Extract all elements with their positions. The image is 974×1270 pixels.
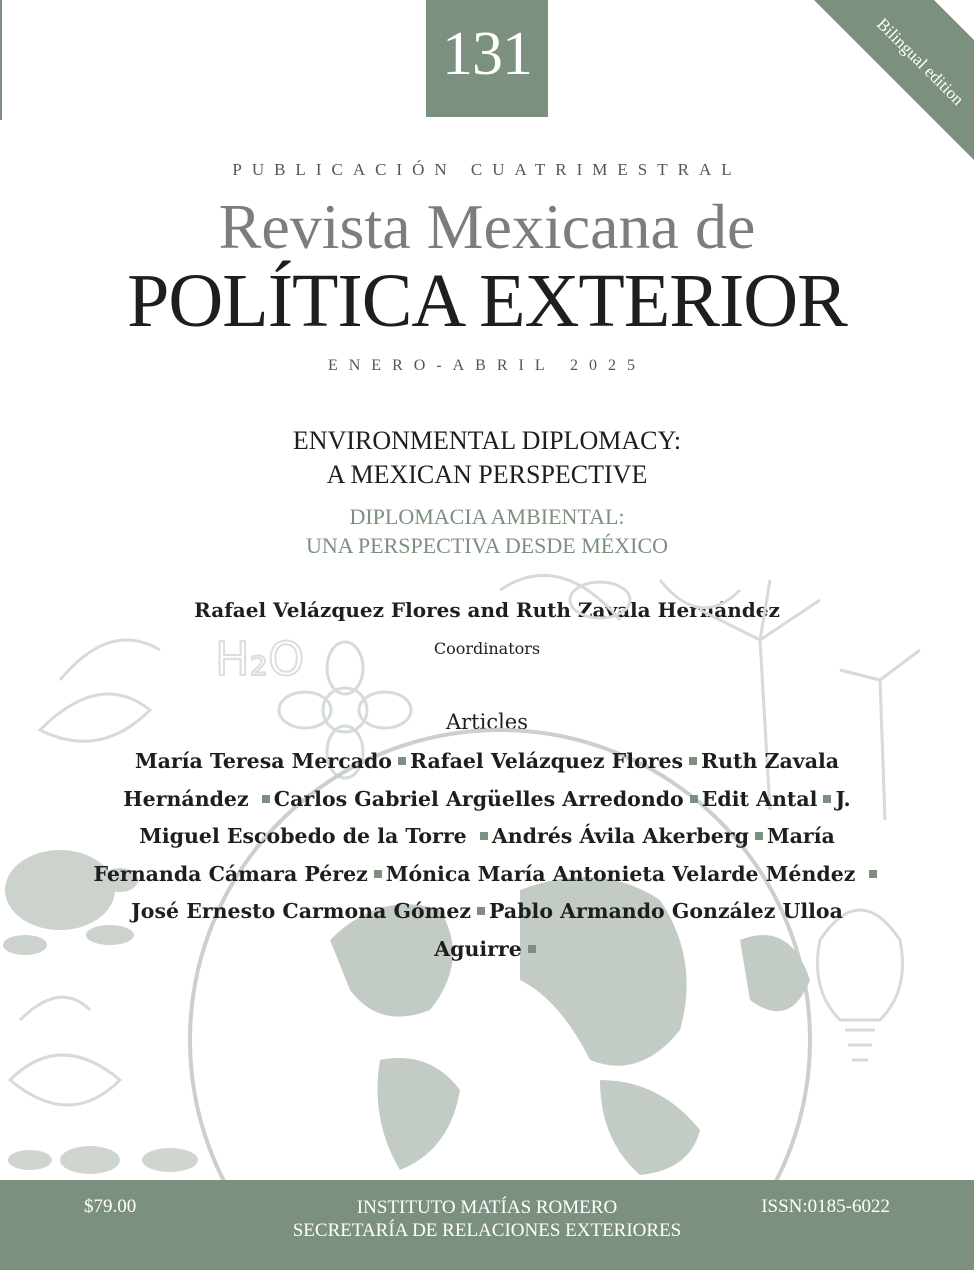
author-name: José Ernesto Carmona Gómez bbox=[131, 899, 472, 923]
cover-footer bbox=[0, 1180, 974, 1270]
theme-title-spanish bbox=[0, 502, 974, 560]
journal-title-line2: POLÍTICA EXTERIOR bbox=[127, 259, 847, 343]
coordinators-names: Rafael Velázquez Flores and Ruth Zavala Hernández bbox=[194, 598, 780, 622]
separator-square bbox=[528, 945, 536, 953]
theme-es-line2: UNA PERSPECTIVA DESDE MÉXICO bbox=[305, 533, 669, 558]
author-name: Ruth Zavala Hernández bbox=[123, 749, 840, 811]
journal-title-line1: Revista Mexicana de bbox=[218, 191, 756, 262]
author-name: J. Miguel Escobedo de la Torre bbox=[139, 786, 851, 848]
issue-number-box bbox=[426, 0, 548, 117]
theme-es-line1: DIPLOMACIA AMBIENTAL: bbox=[349, 504, 625, 529]
theme-en-line2: A MEXICAN PERSPECTIVE bbox=[326, 460, 648, 489]
author-name: Edit Antal bbox=[701, 786, 818, 811]
author-name: Rafael Velázquez Flores bbox=[409, 749, 684, 773]
separator-square bbox=[262, 795, 270, 803]
author-name: Pablo Armando González Ulloa Aguirre bbox=[434, 899, 843, 961]
separator-square bbox=[690, 795, 698, 803]
coordinators-label: Coordinators bbox=[433, 639, 541, 658]
articles-heading: Articles bbox=[445, 710, 529, 734]
separator-square bbox=[477, 907, 485, 915]
issue-number: 131 bbox=[442, 20, 532, 88]
author-name: María Teresa Mercado bbox=[134, 749, 392, 773]
separator-square bbox=[869, 870, 877, 878]
issue-date: ENERO-ABRIL 2025 bbox=[327, 357, 647, 374]
author-name: María Fernanda Cámara Pérez bbox=[93, 824, 835, 886]
separator-square bbox=[689, 757, 697, 765]
separator-square bbox=[755, 832, 763, 840]
issn: ISSN:0185-6022 bbox=[761, 1196, 890, 1217]
publication-frequency: PUBLICACIÓN CUATRIMESTRAL bbox=[232, 160, 742, 179]
separator-square bbox=[374, 870, 382, 878]
author-name: Carlos Gabriel Argüelles Arredondo bbox=[273, 786, 684, 811]
price: $79.00 bbox=[84, 1196, 137, 1217]
theme-en-line1: ENVIRONMENTAL DIPLOMACY: bbox=[292, 426, 682, 455]
theme-title-english bbox=[0, 424, 974, 492]
separator-square bbox=[823, 795, 831, 803]
separator-square bbox=[398, 757, 406, 765]
publisher-line2: SECRETARÍA DE RELACIONES EXTERIORES bbox=[292, 1220, 682, 1241]
edge-stripe bbox=[0, 0, 2, 120]
svg-text:H₂O: H₂O bbox=[215, 632, 305, 686]
bilingual-edition-label: Bilingual edition bbox=[873, 14, 968, 109]
authors-list bbox=[84, 743, 890, 968]
publisher-line1: INSTITUTO MATÍAS ROMERO bbox=[356, 1197, 618, 1218]
author-name: Mónica María Antonieta Velarde Méndez bbox=[385, 861, 856, 886]
author-name: Andrés Ávila Akerberg bbox=[491, 824, 749, 848]
separator-square bbox=[480, 832, 488, 840]
